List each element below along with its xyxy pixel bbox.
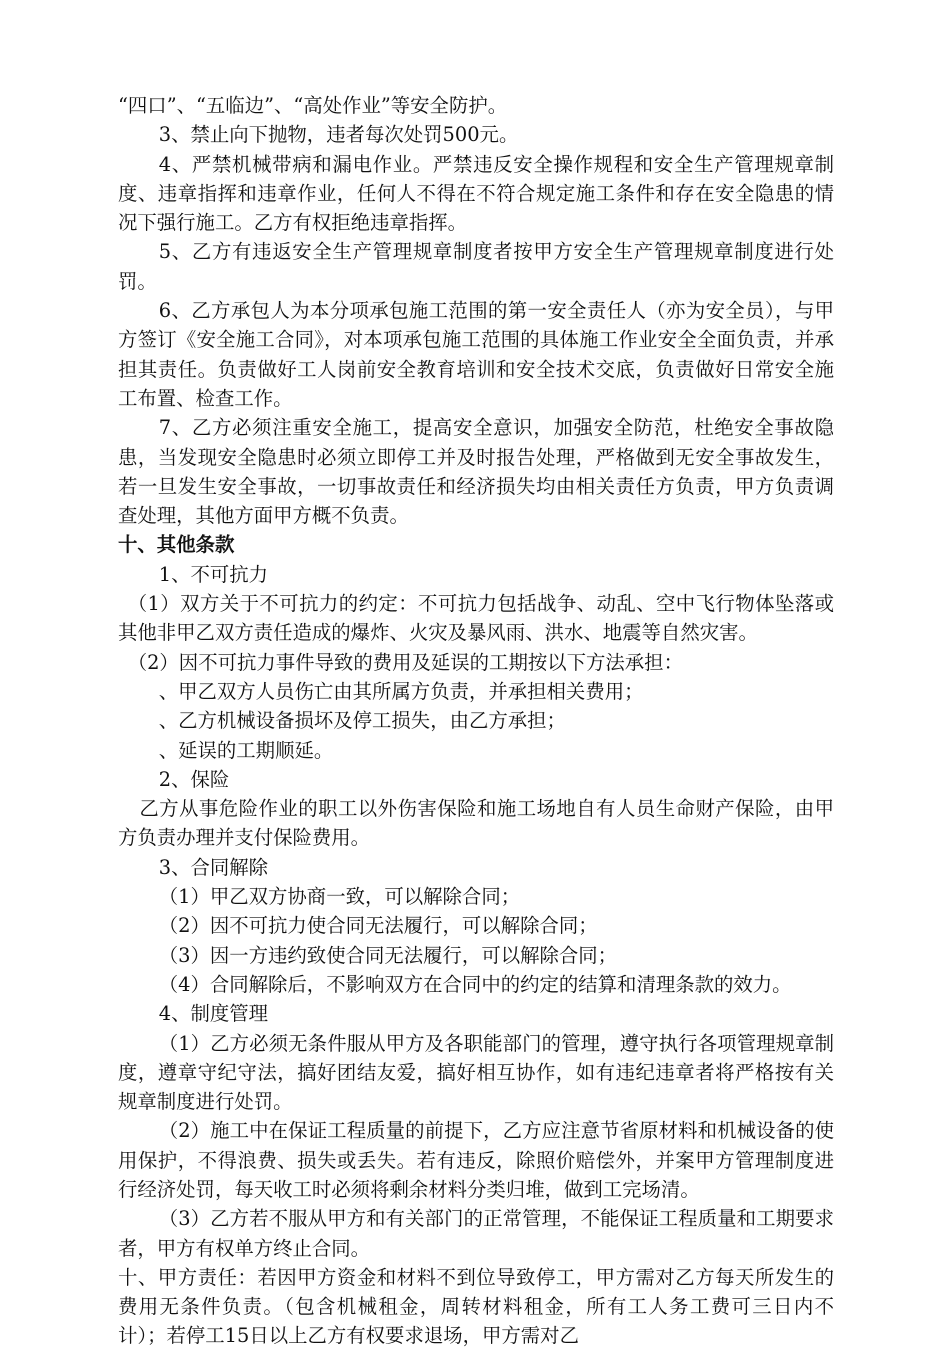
termination-clause-1: （1）甲乙双方协商一致，可以解除合同； — [158, 885, 521, 909]
insurance-text: 乙方从事危险作业的职工以外伤害保险和施工场地自有人员生命财产保险，由甲方负责办理并支付保险费用。 — [118, 797, 834, 850]
termination-clause-3: （3）因一方违约致使合同无法履行，可以解除合同； — [158, 943, 618, 967]
safety-line-protection: “四口”、“五临边”、“高处作业”等安全防护。 — [118, 94, 508, 117]
safety-item-5: 5、乙方有违返安全生产管理规章制度者按甲方安全生产管理规章制度进行处罚。 — [118, 240, 834, 293]
management-clause-2: （2）施工中在保证工程质量的前提下，乙方应注意节省原材料和机械设备的使用保护，不得浪费、损失或丢失。若有违反，除照价赔偿外，并案甲方管理制度进行经济处罚，每天收工时必须将剩余材料分类归堆，做到工完场清。 — [118, 1119, 834, 1201]
termination-clause-2: （2）因不可抗力使合同无法履行，可以解除合同； — [158, 914, 598, 938]
safety-item-7: 7、乙方必须注重安全施工，提高安全意识，加强安全防范，杜绝安全事故隐患，当发现安全隐患时必须立即停工并及时报告处理，严格做到无安全事故发生，若一旦发生安全事故，一切事故责任和经济损失均由相关责任方负责，甲方负责调查处理，其他方面甲方概不负责。 — [118, 416, 834, 528]
safety-item-3: 3、禁止向下抛物，违者每次处罚500元。 — [158, 123, 519, 147]
force-majeure-item-a: 、甲乙双方人员伤亡由其所属方负责，并承担相关费用； — [158, 679, 644, 703]
force-majeure-title: 1、不可抗力 — [158, 562, 269, 586]
management-clause-1: （1）乙方必须无条件服从甲方及各职能部门的管理，遵守执行各项管理规章制度，遵章守纪守法，搞好团结友爱，搞好相互协作，如有违纪违章者将严格按有关规章制度进行处罚。 — [118, 1031, 834, 1114]
management-clause-3: （3）乙方若不服从甲方和有关部门的正常管理，不能保证工程质量和工期要求者，甲方有权单方终止合同。 — [118, 1207, 834, 1260]
management-title: 4、制度管理 — [158, 1002, 269, 1026]
force-majeure-item-b: 、乙方机械设备损坏及停工损失，由乙方承担； — [158, 709, 566, 733]
termination-clause-4: （4）合同解除后，不影响双方在合同中的约定的结算和清理条款的效力。 — [158, 972, 792, 996]
termination-title: 3、合同解除 — [158, 855, 269, 879]
force-majeure-clause-1: （1）双方关于不可抗力的约定：不可抗力包括战争、动乱、空中飞行物体坠落或其他非甲乙双方责任造成的爆炸、火灾及暴风雨、洪水、地震等自然灾害。 — [118, 592, 834, 645]
safety-item-4: 4、严禁机械带病和漏电作业。严禁违反安全操作规程和安全生产管理规章制度、违章指挥和违章作业，任何人不得在不符合规定施工条件和存在安全隐患的情况下强行施工。乙方有权拒绝违章指挥。 — [118, 152, 834, 235]
insurance-title: 2、保险 — [158, 767, 230, 791]
section-heading-other-terms: 十、其他条款 — [118, 533, 235, 557]
safety-item-6: 6、乙方承包人为本分项承包施工范围的第一安全责任人（亦为安全员），与甲方签订《安全施工合同》，对本项承包施工范围的具体施工作业安全全面负责，并承担其责任。负责做好工人岗前安全教育培训和安全技术交底，负责做好日常安全施工布置、检查工作。 — [118, 299, 834, 410]
force-majeure-item-c: 、延误的工期顺延。 — [158, 738, 334, 762]
force-majeure-clause-2: （2）因不可抗力事件导致的费用及延误的工期按以下方法承担： — [127, 650, 683, 674]
document-page — [118, 91, 834, 1351]
party-a-responsibility: 十、甲方责任：若因甲方资金和材料不到位导致停工，甲方需对乙方每天所发生的费用无条件负责。（包含机械租金，周转材料租金，所有工人务工费可三日内不计）；若停工15日以上乙方有权要求退场，甲方需对乙 — [118, 1265, 834, 1348]
